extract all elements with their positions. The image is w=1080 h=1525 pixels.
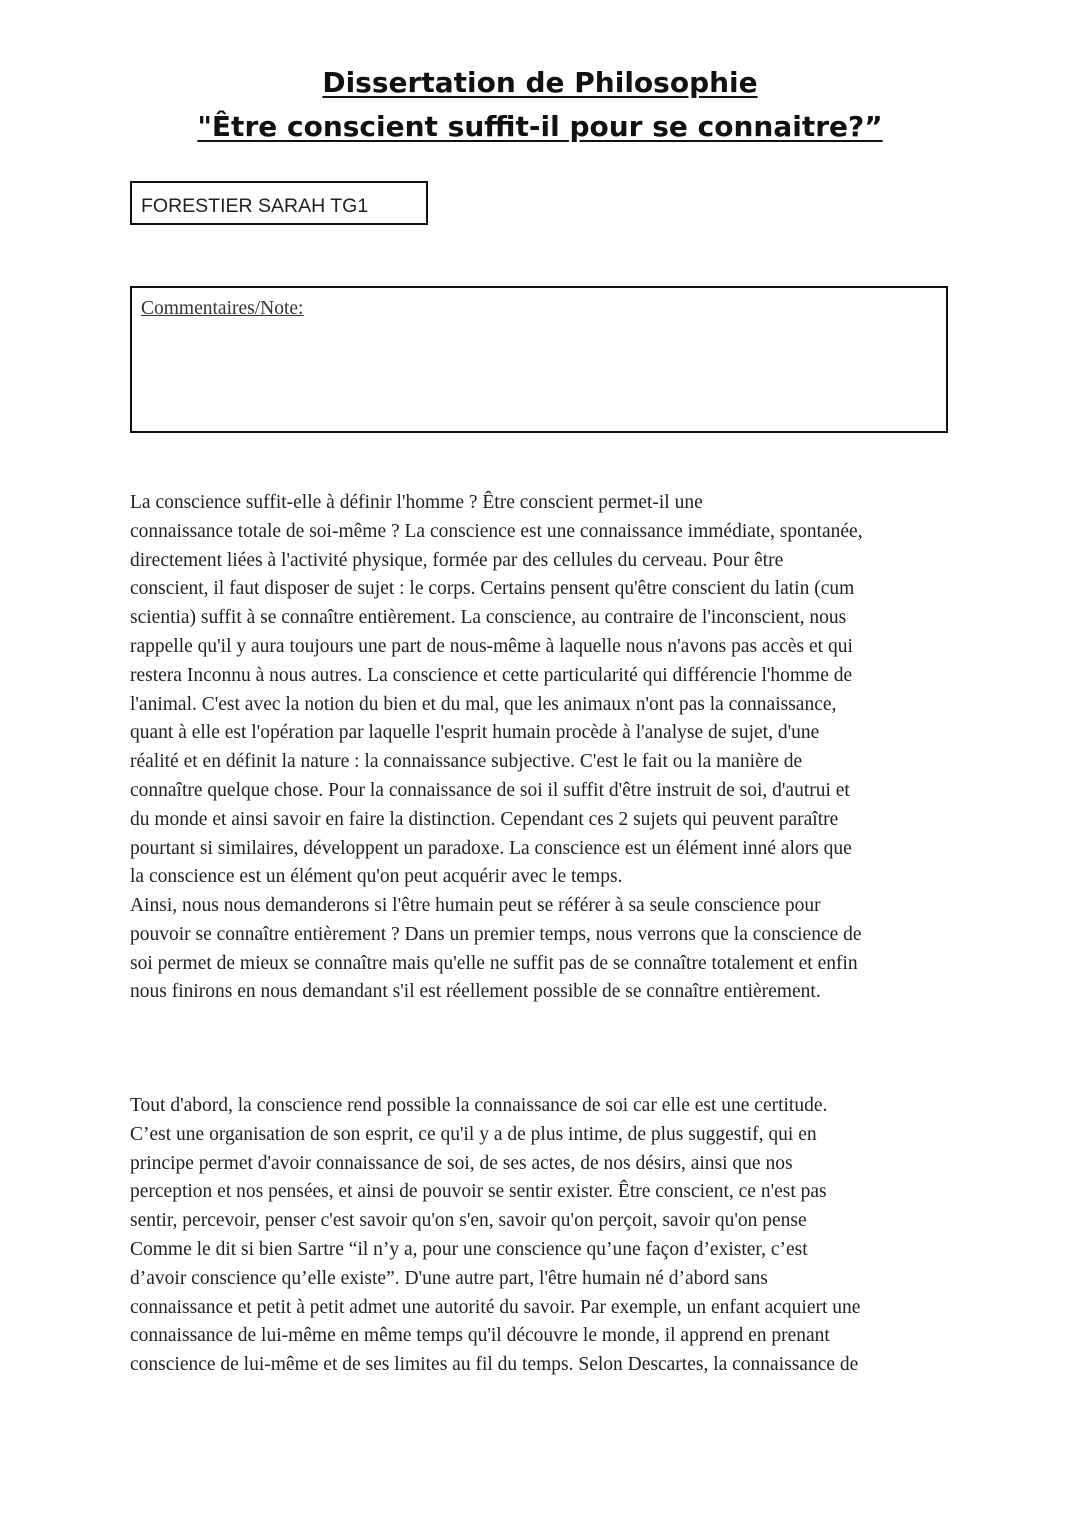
text-line: Ainsi, nous nous demanderons si l'être humain peut se référer à sa seule conscience pour [130,895,821,916]
text-line: connaître quelque chose. Pour la connaissance de soi il suffit d'être instruit de soi, d'autrui et [130,779,850,801]
paragraph-introduction [130,489,960,892]
text-line: perception et nos pensées, et ainsi de pouvoir se sentir exister. Être conscient, ce n'est pas [130,1181,827,1203]
text-line: scientia) suffit à se connaître entièrement. La conscience, au contraire de l'inconscient, nous [130,607,847,629]
text-line: quant à elle est l'opération par laquelle l'esprit humain procède à l'analyse de sujet, d'une [130,722,820,744]
text-line: d’avoir conscience qu’elle existe”. D'une autre part, l'être humain né d’abord sans [130,1267,768,1289]
student-name-box [130,181,428,225]
text-line: pourtant si similaires, développent un paradoxe. La conscience est un élément inné alors que [130,837,852,859]
text-line: directement liées à l'activité physique, formée par des cellules du cerveau. Pour être [130,549,784,571]
text-line: rappelle qu'il y aura toujours une part de nous-même à laquelle nous n'avons pas accès et qui [130,635,853,657]
text-line: pouvoir se connaître entièrement ? Dans un premier temps, nous verrons que la conscience de [130,923,862,945]
paragraph-problematic [130,892,960,1007]
text-line: soi permet de mieux se connaître mais qu'elle ne suffit pas de se connaître totalement et enfin [130,952,858,974]
text-line: connaissance et petit à petit admet une autorité du savoir. Par exemple, un enfant acquiert une [130,1296,861,1318]
text-line: nous finirons en nous demandant s'il est réellement possible de se connaître entièrement. [130,981,821,1003]
text-line: conscient, il faut disposer de sujet : le corps. Certains pensent qu'être conscient du latin (cum [130,578,855,600]
text-line: restera Inconnu à nous autres. La conscience et cette particularité qui différencie l'homme de [130,664,853,686]
text-line: connaissance de lui-même en même temps qu'il découvre le monde, il apprend en prenant [130,1325,830,1347]
text-line: sentir, percevoir, penser c'est savoir qu'on s'en, savoir qu'on perçoit, savoir qu'on pense [130,1210,807,1232]
comments-label: Commentaires/Note: [141,298,304,319]
text-line: La conscience suffit-elle à définir l'homme ? Être conscient permet-il une [130,492,703,513]
text-line: C’est une organisation de son esprit, ce qu'il y a de plus intime, de plus suggestif, qui en [130,1123,817,1145]
text-line: Tout d'abord, la conscience rend possible la connaissance de soi car elle est une certitude. [130,1095,828,1116]
text-line: du monde et ainsi savoir en faire la distinction. Cependant ces 2 sujets qui peuvent paraître [130,808,839,830]
dissertation-subject: "Être conscient suffit-il pour se connaitre?” [197,110,883,143]
text-line: l'animal. C'est avec la notion du bien et du mal, que les animaux n'ont pas la connaissance, [130,693,837,715]
text-line: la conscience est un élément qu'on peut acquérir avec le temps. [130,866,623,888]
paragraph-part-one [130,1092,960,1380]
text-line: connaissance totale de soi-même ? La conscience est une connaissance immédiate, spontanée, [130,520,863,542]
text-line: réalité et en définit la nature : la connaissance subjective. C'est le fait ou la manière de [130,751,803,773]
student-name: FORESTIER SARAH TG1 [141,195,369,217]
text-line: conscience de lui-même et de ses limites au fil du temps. Selon Descartes, la connaissance de [130,1354,859,1376]
comments-box [130,286,948,433]
text-line: principe permet d'avoir connaissance de soi, de ses actes, de nos désirs, ainsi que nos [130,1152,793,1174]
text-line: Comme le dit si bien Sartre “il n’y a, pour une conscience qu’une façon d’exister, c’est [130,1238,808,1260]
document-title: Dissertation de Philosophie [322,66,758,99]
